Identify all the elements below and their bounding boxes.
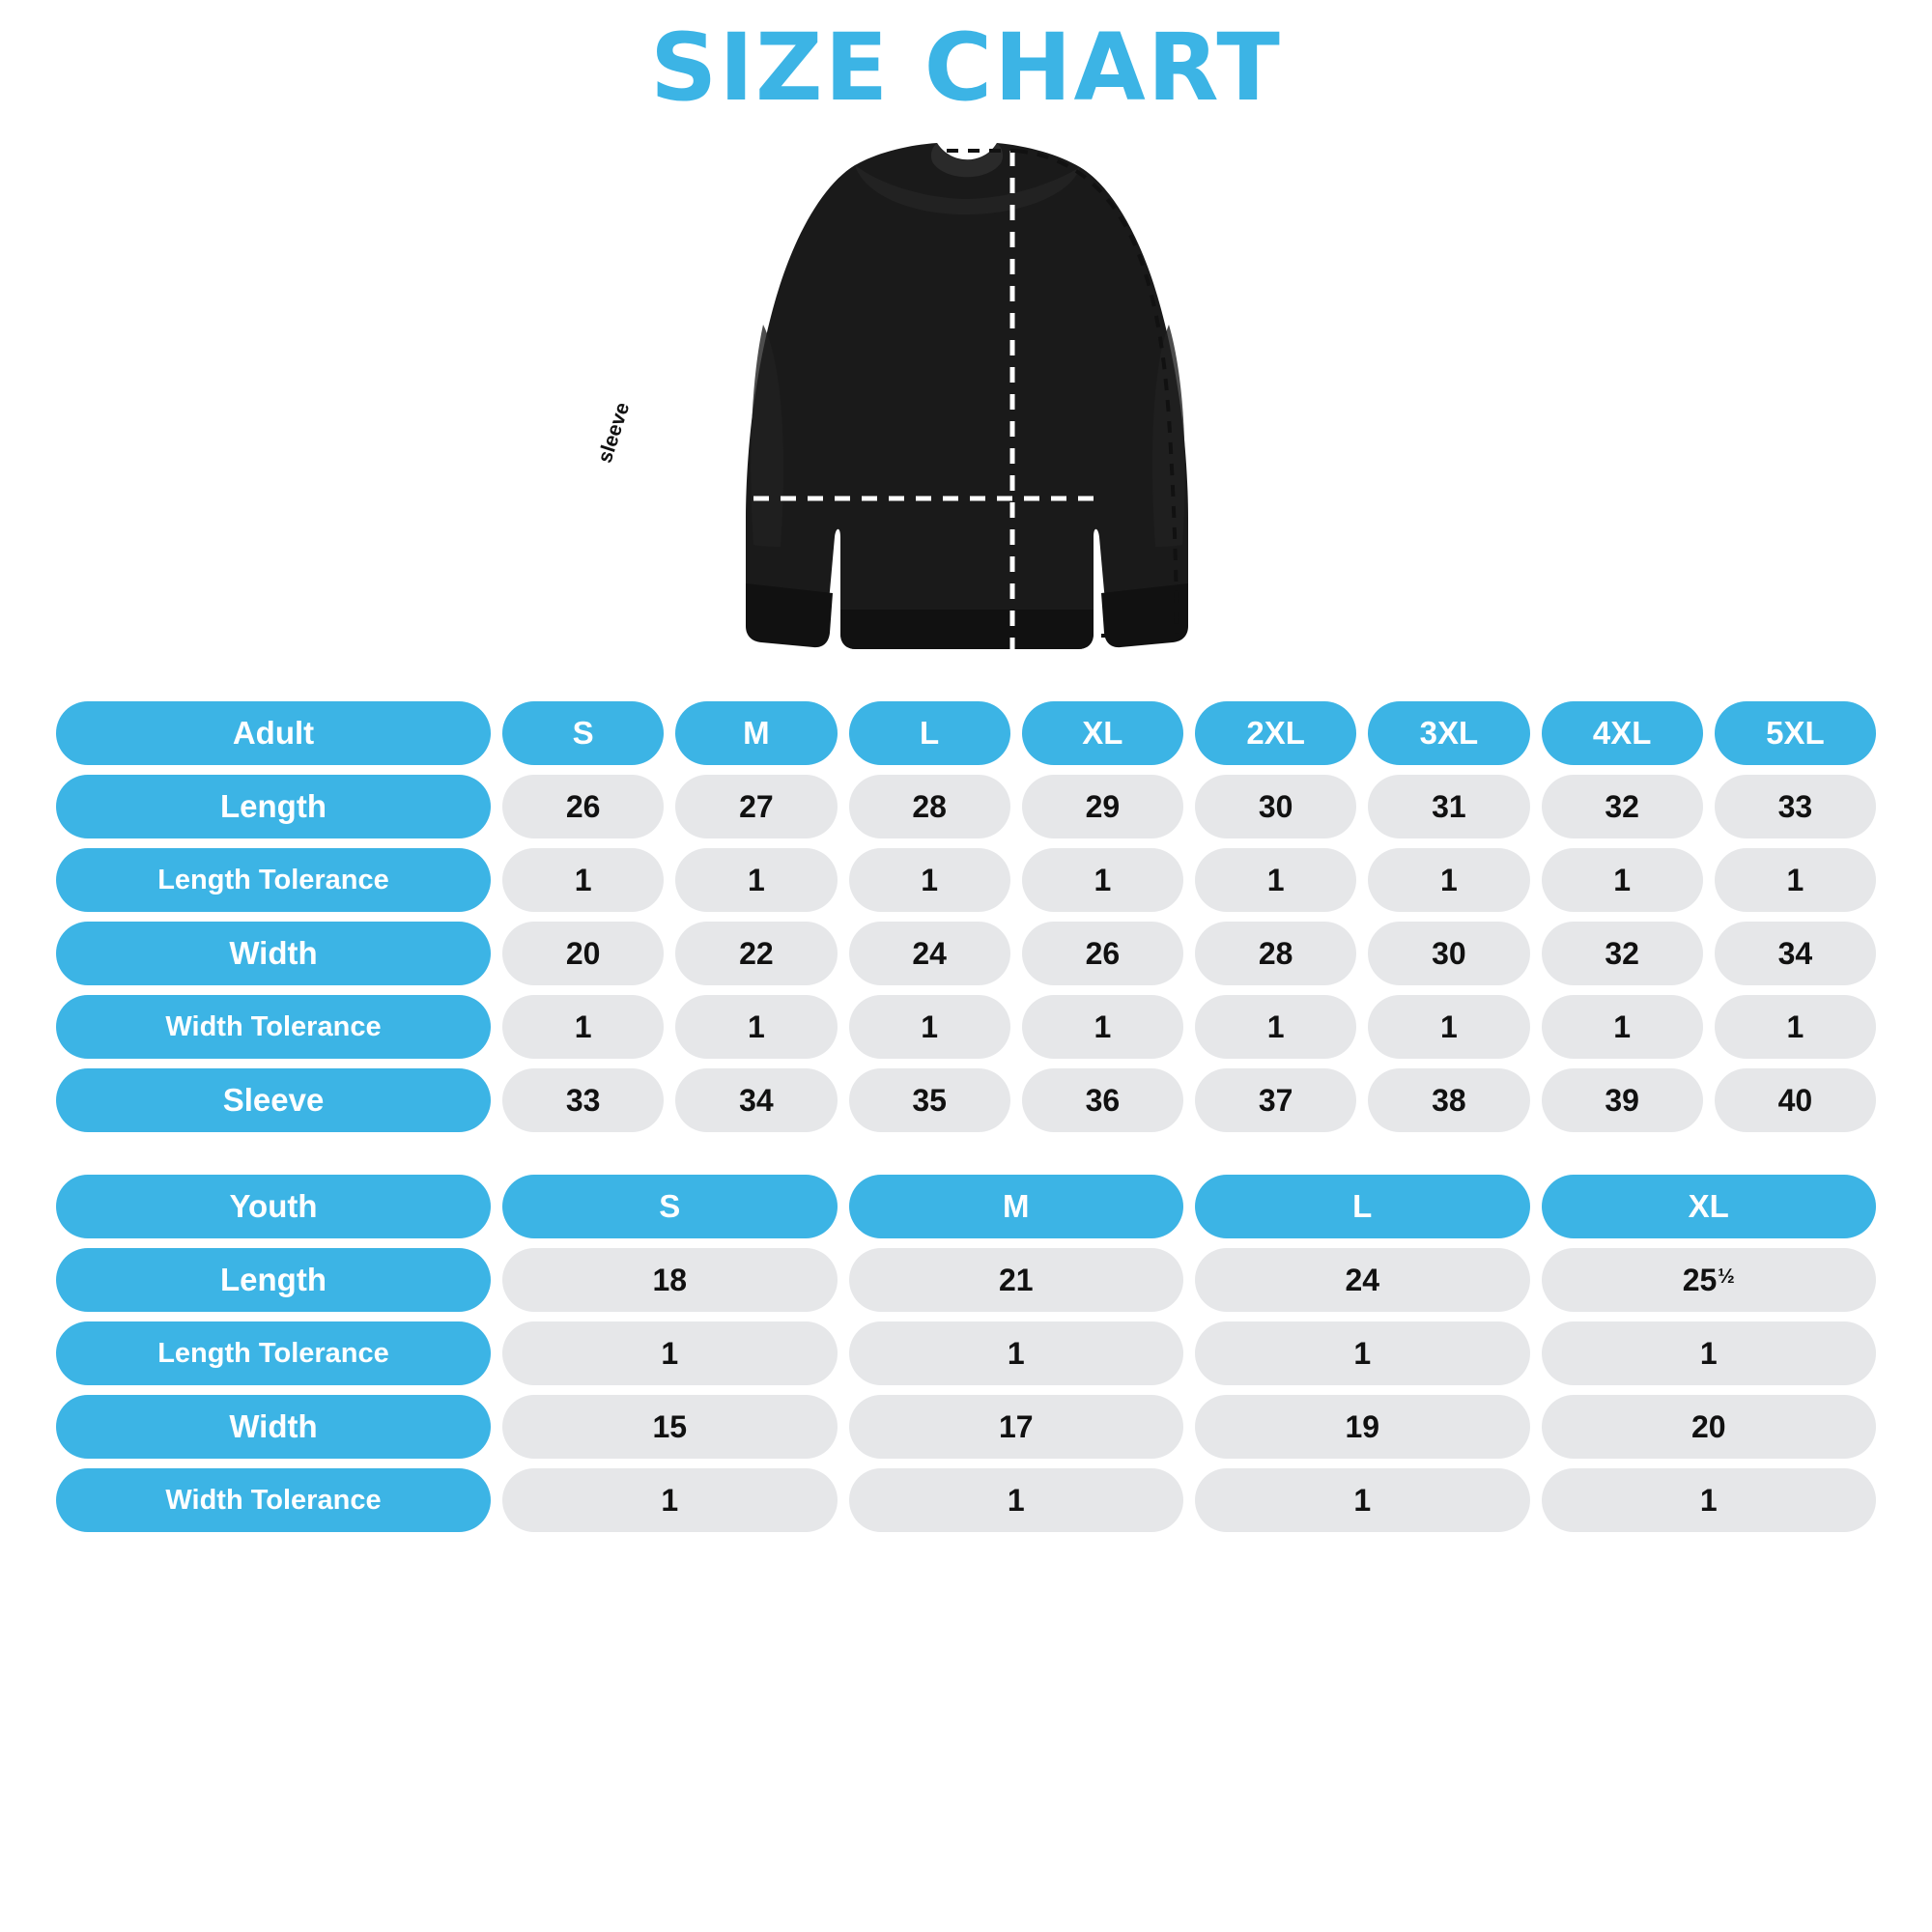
cell-width-l: 24: [849, 922, 1010, 985]
youth-row-label-width: Width: [56, 1395, 491, 1459]
width-measure-label: width: [286, 487, 342, 511]
length-measure-label: length: [447, 339, 471, 403]
cell-length-tol-l: 1: [849, 848, 1010, 912]
table-row: [56, 1468, 1876, 1532]
cell-length-m: 27: [675, 775, 837, 838]
youth-row-label-length-tolerance: Length Tolerance: [56, 1321, 491, 1385]
cell-sleeve-m: 34: [675, 1068, 837, 1132]
cell-width-tol-3xl: 1: [1368, 995, 1529, 1059]
youth-length-xl-whole: 25: [1682, 1262, 1718, 1297]
adult-size-table: [56, 701, 1876, 1132]
cell-sleeve-xl: 36: [1022, 1068, 1183, 1132]
sweatshirt-icon: [618, 131, 1314, 701]
youth-cell-length-l: 24: [1195, 1248, 1530, 1312]
row-label-length: Length: [56, 775, 491, 838]
cell-width-tol-m: 1: [675, 995, 837, 1059]
row-label-length-tolerance: Length Tolerance: [56, 848, 491, 912]
youth-col-m: M: [849, 1175, 1184, 1238]
cell-width-xl: 26: [1022, 922, 1183, 985]
youth-cell-length-xl: [1542, 1248, 1877, 1312]
cell-length-tol-s: 1: [502, 848, 664, 912]
adult-col-l: L: [849, 701, 1010, 765]
youth-cell-width-tol-l: 1: [1195, 1468, 1530, 1532]
table-row: [56, 1395, 1876, 1459]
cell-length-tol-xl: 1: [1022, 848, 1183, 912]
cell-length-2xl: 30: [1195, 775, 1356, 838]
cell-width-3xl: 30: [1368, 922, 1529, 985]
youth-cell-length-tol-xl: 1: [1542, 1321, 1877, 1385]
youth-cell-width-tol-xl: 1: [1542, 1468, 1877, 1532]
row-label-width: Width: [56, 922, 491, 985]
adult-col-2xl: 2XL: [1195, 701, 1356, 765]
adult-col-m: M: [675, 701, 837, 765]
youth-col-xl: XL: [1542, 1175, 1877, 1238]
cell-length-tol-m: 1: [675, 848, 837, 912]
cell-width-m: 22: [675, 922, 837, 985]
youth-cell-length-tol-s: 1: [502, 1321, 838, 1385]
cell-length-tol-5xl: 1: [1715, 848, 1876, 912]
youth-cell-width-m: 17: [849, 1395, 1184, 1459]
youth-col-l: L: [1195, 1175, 1530, 1238]
cell-sleeve-3xl: 38: [1368, 1068, 1529, 1132]
cell-width-tol-4xl: 1: [1542, 995, 1703, 1059]
cell-length-5xl: 33: [1715, 775, 1876, 838]
cell-width-tol-5xl: 1: [1715, 995, 1876, 1059]
adult-col-xl: XL: [1022, 701, 1183, 765]
youth-row-label-length: Length: [56, 1248, 491, 1312]
adult-col-s: S: [502, 701, 664, 765]
youth-row-label-width-tolerance: Width Tolerance: [56, 1468, 491, 1532]
cell-width-tol-2xl: 1: [1195, 995, 1356, 1059]
cell-width-tol-xl: 1: [1022, 995, 1183, 1059]
sweatshirt-graphic: [618, 131, 1314, 701]
youth-cell-width-tol-s: 1: [502, 1468, 838, 1532]
adult-col-5xl: 5XL: [1715, 701, 1876, 765]
cell-length-4xl: 32: [1542, 775, 1703, 838]
cell-width-tol-l: 1: [849, 995, 1010, 1059]
youth-size-table: [56, 1175, 1876, 1532]
adult-col-3xl: 3XL: [1368, 701, 1529, 765]
cell-length-3xl: 31: [1368, 775, 1529, 838]
youth-cell-length-tol-m: 1: [849, 1321, 1184, 1385]
table-row: [56, 775, 1876, 838]
youth-col-s: S: [502, 1175, 838, 1238]
cell-sleeve-5xl: 40: [1715, 1068, 1876, 1132]
youth-cell-length-s: 18: [502, 1248, 838, 1312]
youth-cell-length-m: 21: [849, 1248, 1184, 1312]
adult-header-label: Adult: [56, 701, 491, 765]
row-label-sleeve: Sleeve: [56, 1068, 491, 1132]
table-header-row: [56, 1175, 1876, 1238]
youth-cell-width-l: 19: [1195, 1395, 1530, 1459]
cell-length-tol-2xl: 1: [1195, 848, 1356, 912]
table-row: [56, 848, 1876, 912]
table-row: [56, 995, 1876, 1059]
cell-width-5xl: 34: [1715, 922, 1876, 985]
cell-width-s: 20: [502, 922, 664, 985]
adult-col-4xl: 4XL: [1542, 701, 1703, 765]
cell-length-l: 28: [849, 775, 1010, 838]
garment-illustration: [56, 131, 1876, 701]
page-title: SIZE CHART: [650, 14, 1282, 122]
table-header-row: [56, 701, 1876, 765]
cell-sleeve-l: 35: [849, 1068, 1010, 1132]
table-row: [56, 922, 1876, 985]
sleeve-measure-label: sleeve: [593, 399, 635, 467]
youth-length-xl-fraction: ½: [1718, 1264, 1735, 1288]
cell-width-tol-s: 1: [502, 995, 664, 1059]
cell-length-xl: 29: [1022, 775, 1183, 838]
cell-width-2xl: 28: [1195, 922, 1356, 985]
cell-length-tol-4xl: 1: [1542, 848, 1703, 912]
youth-cell-length-tol-l: 1: [1195, 1321, 1530, 1385]
cell-sleeve-2xl: 37: [1195, 1068, 1356, 1132]
cell-length-s: 26: [502, 775, 664, 838]
table-row: [56, 1321, 1876, 1385]
row-label-width-tolerance: Width Tolerance: [56, 995, 491, 1059]
table-row: [56, 1068, 1876, 1132]
youth-cell-width-xl: 20: [1542, 1395, 1877, 1459]
youth-header-label: Youth: [56, 1175, 491, 1238]
cell-length-tol-3xl: 1: [1368, 848, 1529, 912]
table-row: [56, 1248, 1876, 1312]
youth-cell-width-s: 15: [502, 1395, 838, 1459]
cell-sleeve-4xl: 39: [1542, 1068, 1703, 1132]
cell-width-4xl: 32: [1542, 922, 1703, 985]
youth-cell-width-tol-m: 1: [849, 1468, 1184, 1532]
cell-sleeve-s: 33: [502, 1068, 664, 1132]
